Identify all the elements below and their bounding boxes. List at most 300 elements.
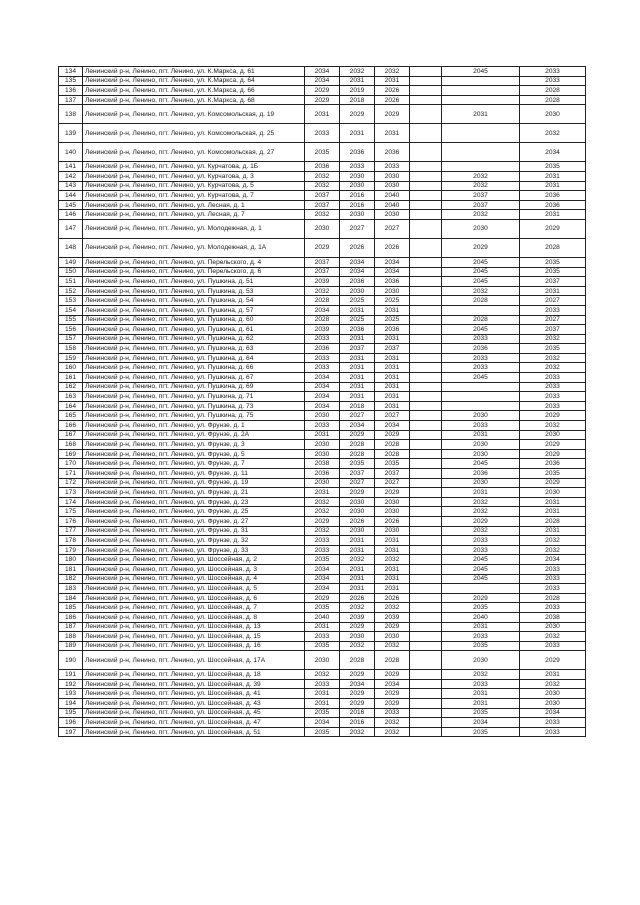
year-cell-5: 2035 <box>442 603 520 613</box>
year-cell-6: 2033 <box>520 305 586 315</box>
year-cell-1: 2031 <box>305 488 340 498</box>
year-cell-1: 2038 <box>305 459 340 469</box>
table-row <box>59 95 586 105</box>
year-cell-2: 2029 <box>340 699 375 709</box>
table-row <box>59 632 586 642</box>
row-number: 195 <box>59 708 83 718</box>
year-cell-2: 2019 <box>340 86 375 96</box>
year-cell-6: 2035 <box>520 344 586 354</box>
table-row <box>59 305 586 315</box>
year-cell-2: 2028 <box>340 440 375 450</box>
year-cell-3: 2027 <box>375 478 410 488</box>
row-number: 189 <box>59 641 83 651</box>
year-cell-4 <box>410 219 442 238</box>
address-cell: Ленинский р-н, Ленино, пгт. Ленино, ул. Пушкина, д. 67 <box>83 373 305 383</box>
address-cell: Ленинский р-н, Ленино, пгт. Ленино, ул. Шоссейная, д. 4 <box>83 574 305 584</box>
row-number: 136 <box>59 86 83 96</box>
year-cell-6: 2033 <box>520 727 586 737</box>
year-cell-2: 2027 <box>340 478 375 488</box>
year-cell-5: 2045 <box>442 325 520 335</box>
table-row <box>59 459 586 469</box>
year-cell-5: 2033 <box>442 632 520 642</box>
year-cell-1: 2029 <box>305 95 340 105</box>
year-cell-2: 2031 <box>340 373 375 383</box>
address-cell: Ленинский р-н, Ленино, пгт. Ленино, ул. Пушкина, д. 75 <box>83 411 305 421</box>
table-row <box>59 545 586 555</box>
address-cell: Ленинский р-н, Ленино, пгт. Ленино, ул. Курчатова, д. 1Б <box>83 162 305 172</box>
row-number: 154 <box>59 305 83 315</box>
year-cell-5: 2040 <box>442 612 520 622</box>
table-row <box>59 612 586 622</box>
year-cell-6: 2033 <box>520 67 586 77</box>
year-cell-3: 2031 <box>375 584 410 594</box>
year-cell-1: 2039 <box>305 277 340 287</box>
year-cell-4 <box>410 440 442 450</box>
year-cell-1: 2033 <box>305 363 340 373</box>
year-cell-5: 2029 <box>442 238 520 257</box>
table-row <box>59 708 586 718</box>
table-row <box>59 651 586 670</box>
table-body <box>59 67 586 737</box>
year-cell-6: 2034 <box>520 708 586 718</box>
year-cell-1: 2028 <box>305 315 340 325</box>
year-cell-2: 2029 <box>340 622 375 632</box>
year-cell-3: 2029 <box>375 689 410 699</box>
year-cell-3: 2040 <box>375 191 410 201</box>
address-cell: Ленинский р-н, Ленино, пгт. Ленино, ул. Пушкина, д. 64 <box>83 353 305 363</box>
address-cell: Ленинский р-н, Ленино, пгт. Ленино, ул. Шоссейная, д. 17А <box>83 651 305 670</box>
address-cell: Ленинский р-н, Ленино, пгт. Ленино, ул. Фрунзе, д. 25 <box>83 507 305 517</box>
year-cell-5: 2036 <box>442 469 520 479</box>
address-cell: Ленинский р-н, Ленино, пгт. Ленино, ул. Пушкина, д. 53 <box>83 286 305 296</box>
year-cell-4 <box>410 603 442 613</box>
year-cell-5: 2032 <box>442 210 520 220</box>
table-row <box>59 162 586 172</box>
year-cell-4 <box>410 689 442 699</box>
year-cell-6: 2031 <box>520 181 586 191</box>
year-cell-4 <box>410 430 442 440</box>
year-cell-5 <box>442 143 520 162</box>
year-cell-3: 2030 <box>375 497 410 507</box>
year-cell-5: 2032 <box>442 507 520 517</box>
year-cell-6: 2033 <box>520 401 586 411</box>
year-cell-5 <box>442 305 520 315</box>
year-cell-5: 2032 <box>442 526 520 536</box>
year-cell-4 <box>410 210 442 220</box>
row-number: 145 <box>59 200 83 210</box>
table-row <box>59 76 586 86</box>
year-cell-1: 2029 <box>305 516 340 526</box>
table-row <box>59 536 586 546</box>
address-cell: Ленинский р-н, Ленино, пгт. Ленино, ул. Шоссейная, д. 51 <box>83 727 305 737</box>
year-cell-1: 2032 <box>305 181 340 191</box>
table-row <box>59 603 586 613</box>
year-cell-1: 2032 <box>305 210 340 220</box>
table-row <box>59 325 586 335</box>
row-number: 166 <box>59 421 83 431</box>
year-cell-2: 2039 <box>340 612 375 622</box>
year-cell-3: 2029 <box>375 699 410 709</box>
year-cell-3: 2029 <box>375 622 410 632</box>
year-cell-4 <box>410 526 442 536</box>
year-cell-6: 2028 <box>520 86 586 96</box>
table-row <box>59 105 586 124</box>
year-cell-2: 2016 <box>340 191 375 201</box>
address-cell: Ленинский р-н, Ленино, пгт. Ленино, ул. Курчатова, д. 7 <box>83 191 305 201</box>
table-row <box>59 344 586 354</box>
address-cell: Ленинский р-н, Ленино, пгт. Ленино, ул. Фрунзе, д. 33 <box>83 545 305 555</box>
year-cell-3: 2033 <box>375 708 410 718</box>
row-number: 168 <box>59 440 83 450</box>
year-cell-2: 2032 <box>340 555 375 565</box>
row-number: 143 <box>59 181 83 191</box>
year-cell-1: 2034 <box>305 373 340 383</box>
row-number: 185 <box>59 603 83 613</box>
year-cell-6: 2031 <box>520 507 586 517</box>
address-cell: Ленинский р-н, Ленино, пгт. Ленино, ул. Шоссейная, д. 7 <box>83 603 305 613</box>
row-number: 142 <box>59 171 83 181</box>
row-number: 164 <box>59 401 83 411</box>
year-cell-4 <box>410 421 442 431</box>
year-cell-1: 2034 <box>305 392 340 402</box>
year-cell-1: 2039 <box>305 325 340 335</box>
table-row <box>59 353 586 363</box>
year-cell-2: 2027 <box>340 219 375 238</box>
year-cell-5: 2037 <box>442 200 520 210</box>
year-cell-3: 2030 <box>375 507 410 517</box>
year-cell-3: 2036 <box>375 277 410 287</box>
year-cell-5: 2028 <box>442 315 520 325</box>
table-row <box>59 373 586 383</box>
year-cell-5: 2032 <box>442 171 520 181</box>
year-cell-4 <box>410 334 442 344</box>
table-row <box>59 718 586 728</box>
year-cell-1: 2030 <box>305 219 340 238</box>
row-number: 197 <box>59 727 83 737</box>
schedule-table <box>58 66 586 737</box>
year-cell-4 <box>410 67 442 77</box>
row-number: 147 <box>59 219 83 238</box>
year-cell-1: 2032 <box>305 507 340 517</box>
year-cell-4 <box>410 382 442 392</box>
year-cell-3: 2034 <box>375 421 410 431</box>
year-cell-3: 2031 <box>375 305 410 315</box>
row-number: 141 <box>59 162 83 172</box>
year-cell-6: 2033 <box>520 373 586 383</box>
table-row <box>59 564 586 574</box>
year-cell-5: 2031 <box>442 105 520 124</box>
year-cell-1: 2033 <box>305 334 340 344</box>
year-cell-3: 2031 <box>375 334 410 344</box>
row-number: 173 <box>59 488 83 498</box>
table-row <box>59 670 586 680</box>
address-cell: Ленинский р-н, Ленино, пгт. Ленино, ул. Комсомольская, д. 27 <box>83 143 305 162</box>
year-cell-3: 2031 <box>375 392 410 402</box>
year-cell-5: 2033 <box>442 334 520 344</box>
year-cell-6: 2034 <box>520 143 586 162</box>
year-cell-2: 2031 <box>340 392 375 402</box>
year-cell-4 <box>410 593 442 603</box>
address-cell: Ленинский р-н, Ленино, пгт. Ленино, ул. Лесная, д. 1 <box>83 200 305 210</box>
address-cell: Ленинский р-н, Ленино, пгт. Ленино, ул. Шоссейная, д. 8 <box>83 612 305 622</box>
year-cell-4 <box>410 584 442 594</box>
year-cell-6: 2036 <box>520 200 586 210</box>
address-cell: Ленинский р-н, Ленино, пгт. Ленино, ул. Фрунзе, д. 19 <box>83 478 305 488</box>
year-cell-6: 2033 <box>520 718 586 728</box>
year-cell-2: 2028 <box>340 651 375 670</box>
year-cell-3: 2031 <box>375 353 410 363</box>
year-cell-6: 2035 <box>520 257 586 267</box>
address-cell: Ленинский р-н, Ленино, пгт. Ленино, ул. К.Маркса, д. 68 <box>83 95 305 105</box>
row-number: 174 <box>59 497 83 507</box>
year-cell-4 <box>410 679 442 689</box>
year-cell-6: 2035 <box>520 162 586 172</box>
year-cell-3: 2032 <box>375 603 410 613</box>
address-cell: Ленинский р-н, Ленино, пгт. Ленино, ул. Курчатова, д. 3 <box>83 171 305 181</box>
year-cell-2: 2032 <box>340 67 375 77</box>
year-cell-5: 2033 <box>442 353 520 363</box>
year-cell-2: 2030 <box>340 507 375 517</box>
year-cell-6: 2037 <box>520 277 586 287</box>
year-cell-4 <box>410 296 442 306</box>
year-cell-3: 2029 <box>375 105 410 124</box>
year-cell-1: 2030 <box>305 440 340 450</box>
year-cell-2: 2026 <box>340 593 375 603</box>
year-cell-1: 2037 <box>305 200 340 210</box>
table-row <box>59 641 586 651</box>
year-cell-4 <box>410 545 442 555</box>
year-cell-5: 2030 <box>442 449 520 459</box>
year-cell-2: 2030 <box>340 181 375 191</box>
year-cell-4 <box>410 708 442 718</box>
year-cell-4 <box>410 718 442 728</box>
row-number: 158 <box>59 344 83 354</box>
year-cell-2: 2032 <box>340 603 375 613</box>
year-cell-5: 2035 <box>442 708 520 718</box>
year-cell-1: 2035 <box>305 708 340 718</box>
year-cell-3: 2031 <box>375 373 410 383</box>
row-number: 161 <box>59 373 83 383</box>
year-cell-5: 2029 <box>442 516 520 526</box>
table-row <box>59 488 586 498</box>
year-cell-6: 2032 <box>520 679 586 689</box>
year-cell-4 <box>410 507 442 517</box>
table-row <box>59 478 586 488</box>
table-row <box>59 315 586 325</box>
year-cell-2: 2037 <box>340 344 375 354</box>
year-cell-1: 2037 <box>305 257 340 267</box>
row-number: 157 <box>59 334 83 344</box>
table-row <box>59 727 586 737</box>
row-number: 144 <box>59 191 83 201</box>
year-cell-3: 2030 <box>375 171 410 181</box>
year-cell-5: 2045 <box>442 67 520 77</box>
year-cell-2: 2031 <box>340 363 375 373</box>
row-number: 140 <box>59 143 83 162</box>
year-cell-3: 2040 <box>375 200 410 210</box>
year-cell-5 <box>442 382 520 392</box>
address-cell: Ленинский р-н, Ленино, пгт. Ленино, ул. Фрунзе, д. 3 <box>83 440 305 450</box>
year-cell-5: 2030 <box>442 411 520 421</box>
year-cell-3: 2030 <box>375 181 410 191</box>
address-cell: Ленинский р-н, Ленино, пгт. Ленино, ул. Молодежная, д. 1 <box>83 219 305 238</box>
address-cell: Ленинский р-н, Ленино, пгт. Ленино, ул. Шоссейная, д. 6 <box>83 593 305 603</box>
year-cell-6: 2035 <box>520 267 586 277</box>
year-cell-1: 2034 <box>305 718 340 728</box>
address-cell: Ленинский р-н, Ленино, пгт. Ленино, ул. Шоссейная, д. 15 <box>83 632 305 642</box>
address-cell: Ленинский р-н, Ленино, пгт. Ленино, ул. Комсомольская, д. 19 <box>83 105 305 124</box>
row-number: 149 <box>59 257 83 267</box>
row-number: 146 <box>59 210 83 220</box>
year-cell-3: 2026 <box>375 86 410 96</box>
year-cell-2: 2029 <box>340 670 375 680</box>
year-cell-3: 2028 <box>375 440 410 450</box>
year-cell-1: 2029 <box>305 593 340 603</box>
year-cell-5: 2045 <box>442 459 520 469</box>
table-row <box>59 497 586 507</box>
year-cell-3: 2032 <box>375 727 410 737</box>
year-cell-6: 2029 <box>520 478 586 488</box>
year-cell-1: 2031 <box>305 699 340 709</box>
table-row <box>59 257 586 267</box>
year-cell-5 <box>442 124 520 143</box>
year-cell-5: 2031 <box>442 622 520 632</box>
year-cell-4 <box>410 277 442 287</box>
year-cell-1: 2030 <box>305 449 340 459</box>
year-cell-6: 2032 <box>520 363 586 373</box>
year-cell-1: 2030 <box>305 478 340 488</box>
year-cell-3: 2034 <box>375 267 410 277</box>
year-cell-4 <box>410 516 442 526</box>
row-number: 178 <box>59 536 83 546</box>
year-cell-5: 2033 <box>442 545 520 555</box>
year-cell-3: 2032 <box>375 67 410 77</box>
address-cell: Ленинский р-н, Ленино, пгт. Ленино, ул. Пушкина, д. 71 <box>83 392 305 402</box>
year-cell-4 <box>410 449 442 459</box>
year-cell-1: 2034 <box>305 67 340 77</box>
table-row <box>59 469 586 479</box>
row-number: 150 <box>59 267 83 277</box>
year-cell-6: 2036 <box>520 191 586 201</box>
year-cell-3: 2027 <box>375 411 410 421</box>
year-cell-2: 2018 <box>340 401 375 411</box>
year-cell-3: 2031 <box>375 536 410 546</box>
year-cell-6: 2028 <box>520 593 586 603</box>
year-cell-5: 2036 <box>442 344 520 354</box>
row-number: 151 <box>59 277 83 287</box>
year-cell-3: 2031 <box>375 124 410 143</box>
year-cell-4 <box>410 86 442 96</box>
year-cell-3: 2025 <box>375 296 410 306</box>
year-cell-1: 2040 <box>305 612 340 622</box>
row-number: 190 <box>59 651 83 670</box>
row-number: 159 <box>59 353 83 363</box>
year-cell-2: 2031 <box>340 574 375 584</box>
year-cell-4 <box>410 181 442 191</box>
table-row <box>59 382 586 392</box>
address-cell: Ленинский р-н, Ленино, пгт. Ленино, ул. Пушкина, д. 62 <box>83 334 305 344</box>
year-cell-4 <box>410 727 442 737</box>
year-cell-5 <box>442 584 520 594</box>
year-cell-4 <box>410 622 442 632</box>
year-cell-6: 2033 <box>520 574 586 584</box>
row-number: 183 <box>59 584 83 594</box>
year-cell-3: 2030 <box>375 210 410 220</box>
table-row <box>59 392 586 402</box>
year-cell-1: 2030 <box>305 411 340 421</box>
year-cell-3: 2037 <box>375 469 410 479</box>
year-cell-5: 2032 <box>442 181 520 191</box>
year-cell-4 <box>410 257 442 267</box>
year-cell-2: 2018 <box>340 95 375 105</box>
year-cell-6: 2030 <box>520 689 586 699</box>
address-cell: Ленинский р-н, Ленино, пгт. Ленино, ул. К.Маркса, д. 61 <box>83 67 305 77</box>
year-cell-5: 2033 <box>442 421 520 431</box>
table-row <box>59 440 586 450</box>
table-row <box>59 219 586 238</box>
address-cell: Ленинский р-н, Ленино, пгт. Ленино, ул. Пушкина, д. 57 <box>83 305 305 315</box>
row-number: 160 <box>59 363 83 373</box>
year-cell-3: 2031 <box>375 574 410 584</box>
year-cell-2: 2016 <box>340 718 375 728</box>
year-cell-4 <box>410 459 442 469</box>
address-cell: Ленинский р-н, Ленино, пгт. Ленино, ул. Пушкина, д. 69 <box>83 382 305 392</box>
year-cell-3: 2031 <box>375 76 410 86</box>
year-cell-5 <box>442 76 520 86</box>
year-cell-6: 2033 <box>520 76 586 86</box>
year-cell-4 <box>410 124 442 143</box>
year-cell-1: 2037 <box>305 267 340 277</box>
year-cell-4 <box>410 574 442 584</box>
year-cell-3: 2032 <box>375 641 410 651</box>
year-cell-4 <box>410 641 442 651</box>
year-cell-4 <box>410 162 442 172</box>
year-cell-4 <box>410 315 442 325</box>
year-cell-5: 2045 <box>442 267 520 277</box>
table-row <box>59 171 586 181</box>
row-number: 196 <box>59 718 83 728</box>
year-cell-6: 2038 <box>520 612 586 622</box>
year-cell-2: 2031 <box>340 334 375 344</box>
year-cell-3: 2033 <box>375 162 410 172</box>
year-cell-4 <box>410 344 442 354</box>
year-cell-1: 2034 <box>305 584 340 594</box>
year-cell-3: 2031 <box>375 382 410 392</box>
year-cell-3: 2032 <box>375 718 410 728</box>
table-row <box>59 286 586 296</box>
year-cell-4 <box>410 392 442 402</box>
year-cell-1: 2033 <box>305 353 340 363</box>
year-cell-3: 2026 <box>375 95 410 105</box>
year-cell-5: 2029 <box>442 593 520 603</box>
year-cell-6: 2032 <box>520 536 586 546</box>
year-cell-3: 2032 <box>375 555 410 565</box>
year-cell-3: 2031 <box>375 545 410 555</box>
row-number: 162 <box>59 382 83 392</box>
year-cell-3: 2034 <box>375 679 410 689</box>
year-cell-2: 2036 <box>340 325 375 335</box>
year-cell-2: 2031 <box>340 353 375 363</box>
year-cell-5: 2035 <box>442 641 520 651</box>
year-cell-5: 2032 <box>442 497 520 507</box>
year-cell-2: 2034 <box>340 679 375 689</box>
year-cell-4 <box>410 76 442 86</box>
year-cell-3: 2028 <box>375 651 410 670</box>
year-cell-2: 2034 <box>340 421 375 431</box>
year-cell-3: 2036 <box>375 325 410 335</box>
year-cell-4 <box>410 699 442 709</box>
year-cell-3: 2030 <box>375 632 410 642</box>
